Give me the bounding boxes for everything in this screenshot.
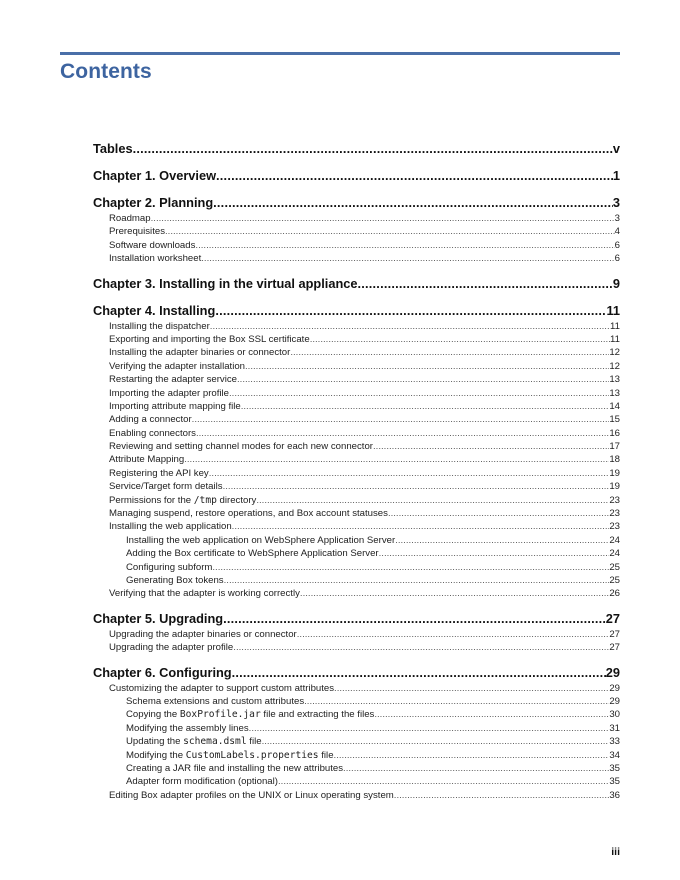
toc-section-entry[interactable] (93, 587, 620, 600)
toc-page-number: 9 (612, 275, 620, 291)
toc-section-entry[interactable] (93, 775, 620, 788)
toc-entry-title-text: file (246, 736, 262, 748)
toc-entry-title: Verifying the adapter installation (109, 360, 245, 372)
toc-entry-title: Upgrading the adapter profile (109, 642, 234, 654)
toc-section-entry[interactable] (93, 507, 620, 520)
toc-section-entry[interactable] (93, 252, 620, 265)
toc-section-entry[interactable] (93, 212, 620, 225)
dot-leader (224, 574, 610, 587)
toc-page-number: 14 (609, 400, 620, 412)
toc-chapter-entry[interactable] (93, 664, 620, 682)
toc-chapter-entry[interactable] (93, 140, 620, 158)
toc-page-number: 4 (614, 226, 620, 238)
toc-entry-title: Managing suspend, restore operations, and Box account statuses (109, 508, 388, 520)
toc-page-number: 11 (606, 302, 620, 318)
toc-page-number: 12 (609, 347, 620, 359)
dot-leader (196, 427, 609, 440)
toc-section-entry[interactable] (93, 628, 620, 641)
toc-entry-title: Chapter 3. Installing in the virtual appliance (93, 275, 358, 291)
dot-leader (256, 494, 609, 507)
toc-entry-title: Upgrading the adapter binaries or connector (109, 628, 297, 640)
dot-leader (388, 507, 609, 520)
table-of-contents (93, 140, 620, 802)
toc-entry-title: Chapter 1. Overview (93, 168, 217, 183)
dot-leader (233, 641, 609, 654)
toc-page-number: 17 (609, 441, 620, 453)
toc-entry-title-text: Modifying the (126, 749, 186, 761)
toc-entry-title-text: Updating the (126, 736, 184, 748)
toc-page-number: 19 (609, 481, 620, 493)
toc-entry-title: Software downloads (109, 239, 196, 251)
toc-entry-title: Importing the adapter profile (109, 387, 229, 399)
toc-page-number: 11 (610, 320, 620, 332)
toc-section-entry[interactable] (93, 427, 620, 440)
toc-page-number: 19 (609, 467, 620, 479)
toc-section-entry[interactable] (93, 641, 620, 654)
toc-page-number: 29 (605, 664, 620, 680)
toc-page-number: 25 (609, 574, 620, 586)
dot-leader (394, 789, 610, 802)
toc-page-number: 13 (609, 387, 620, 399)
toc-entry-title: Prerequisites (109, 226, 165, 238)
toc-section-entry[interactable] (93, 547, 620, 560)
toc-page-number: 31 (609, 722, 620, 734)
dot-leader (379, 547, 610, 560)
toc-section-entry[interactable] (93, 735, 620, 748)
dot-leader (343, 762, 609, 775)
toc-section-entry[interactable] (93, 480, 620, 493)
dot-leader (151, 212, 615, 225)
toc-entry-title (109, 494, 256, 507)
toc-entry-title: Chapter 5. Upgrading (93, 610, 224, 626)
dot-leader (215, 302, 606, 320)
toc-page-number: 27 (609, 628, 620, 640)
toc-page-number: 24 (609, 534, 620, 546)
toc-chapter-entry[interactable] (93, 167, 620, 185)
dot-leader (229, 387, 609, 400)
toc-entry-title: Adding a connector (109, 414, 192, 426)
toc-section-entry[interactable] (93, 574, 620, 587)
toc-entry-title: Restarting the adapter service (109, 374, 237, 386)
toc-section-entry[interactable] (93, 453, 620, 466)
toc-entry-title: Installing the dispatcher (109, 320, 210, 332)
toc-entry-title: Attribute Mapping (109, 454, 185, 466)
dot-leader (358, 275, 613, 293)
dot-leader (249, 722, 610, 735)
toc-entry-title-text: file and extracting the files (260, 709, 375, 721)
dot-leader (192, 413, 610, 426)
toc-section-entry[interactable] (93, 320, 620, 333)
toc-entry-title-text: Permissions for the (109, 494, 194, 506)
toc-entry-title-text: file (318, 749, 334, 761)
dot-leader (232, 520, 610, 533)
toc-page-number: 6 (614, 253, 620, 265)
toc-entry-title (126, 708, 374, 721)
toc-page-number: 29 (609, 695, 620, 707)
toc-page-number: 23 (609, 521, 620, 533)
toc-page-number: 25 (609, 561, 620, 573)
dot-leader (374, 708, 609, 721)
toc-entry-title: Roadmap (109, 213, 151, 224)
dot-leader (334, 749, 610, 762)
dot-leader (300, 587, 609, 600)
dot-leader (184, 453, 609, 466)
toc-section-entry[interactable] (93, 534, 620, 547)
dot-leader (262, 735, 610, 748)
toc-entry-code: BoxProfile.jar (179, 709, 261, 721)
toc-entry-title: Importing attribute mapping file (109, 400, 241, 412)
toc-page-number: 35 (609, 776, 620, 788)
toc-entry-title: Reviewing and setting channel modes for each new connector (109, 441, 373, 453)
toc-section-entry[interactable] (93, 467, 620, 480)
toc-page-number: 33 (609, 736, 620, 748)
toc-entry-title: Configuring subform (126, 561, 213, 573)
dot-leader (297, 628, 610, 641)
toc-page-number: 15 (609, 414, 620, 426)
dot-leader (237, 373, 609, 386)
toc-page-number: 6 (614, 239, 620, 251)
toc-entry-title: Adding the Box certificate to WebSphere Application Server (126, 548, 379, 560)
toc-section-entry[interactable] (93, 333, 620, 346)
toc-section-entry[interactable] (93, 749, 620, 762)
toc-entry-title-text: directory (216, 494, 257, 506)
toc-section-entry[interactable] (93, 373, 620, 386)
dot-leader (209, 467, 610, 480)
dot-leader (223, 610, 606, 628)
toc-page-number: 13 (609, 374, 620, 386)
toc-page-number: 23 (609, 508, 620, 520)
page-number: iii (611, 846, 620, 858)
toc-entry-title (126, 749, 334, 762)
dot-leader (373, 440, 609, 453)
toc-page-number: 3 (614, 213, 620, 224)
toc-page-number: 27 (605, 610, 620, 626)
toc-section-entry[interactable] (93, 413, 620, 426)
dot-leader (213, 194, 613, 212)
toc-page-number: 16 (609, 427, 620, 439)
toc-entry-title: Enabling connectors (109, 427, 196, 439)
toc-page-number: 29 (609, 682, 620, 694)
toc-page-number: 11 (610, 333, 620, 345)
toc-page-number: 24 (609, 548, 620, 560)
toc-entry-title: Exporting and importing the Box SSL certificate (109, 333, 310, 345)
dot-leader (290, 346, 609, 359)
toc-chapter-entry[interactable] (93, 194, 620, 212)
toc-section-entry[interactable] (93, 762, 620, 775)
toc-entry-title: Customizing the adapter to support custom attributes (109, 682, 335, 694)
toc-section-entry[interactable] (93, 561, 620, 574)
toc-page-number: v (612, 141, 620, 156)
toc-page-number: 12 (609, 360, 620, 372)
dot-leader (310, 333, 610, 346)
toc-entry-code: /tmp (193, 494, 217, 506)
toc-entry-title: Installing the web application on WebSphere Application Server (126, 534, 396, 546)
toc-entry-title: Creating a JAR file and installing the new attributes (126, 762, 344, 774)
toc-section-entry[interactable] (93, 520, 620, 533)
toc-page-number: 36 (609, 789, 620, 801)
toc-entry-title: Chapter 6. Configuring (93, 664, 232, 680)
toc-entry-title-text: Copying the (126, 709, 180, 721)
toc-entry-title: Tables (93, 141, 133, 156)
toc-section-entry[interactable] (93, 440, 620, 453)
dot-leader (278, 775, 609, 788)
toc-chapter-entry[interactable] (93, 275, 620, 293)
dot-leader (133, 140, 613, 158)
dot-leader (212, 561, 609, 574)
toc-entry-title: Installation worksheet (109, 253, 202, 265)
toc-entry-title: Installing the adapter binaries or connector (109, 347, 291, 359)
dot-leader (232, 664, 606, 682)
toc-entry-title: Adapter form modification (optional) (126, 776, 278, 788)
toc-entry-title: Schema extensions and custom attributes (126, 695, 305, 707)
toc-page-number: 30 (609, 709, 620, 721)
page-title: Contents (60, 60, 152, 83)
dot-leader (216, 167, 613, 185)
dot-leader (210, 320, 610, 333)
toc-page-number: 3 (612, 195, 620, 210)
toc-chapter-entry[interactable] (93, 610, 620, 628)
toc-page-number: 34 (609, 749, 620, 761)
toc-section-entry[interactable] (93, 225, 620, 238)
dot-leader (395, 534, 609, 547)
toc-section-entry[interactable] (93, 239, 620, 252)
toc-entry-title: Modifying the assembly lines (126, 722, 249, 734)
dot-leader (241, 400, 610, 413)
dot-leader (165, 225, 615, 238)
toc-section-entry[interactable] (93, 722, 620, 735)
toc-entry-code: CustomLabels.properties (185, 749, 319, 761)
dot-leader (195, 239, 614, 252)
toc-page-number: 18 (609, 454, 620, 466)
toc-page-number: 23 (609, 494, 620, 506)
toc-entry-title: Verifying that the adapter is working correctly (109, 588, 300, 600)
dot-leader (304, 695, 609, 708)
toc-section-entry[interactable] (93, 695, 620, 708)
toc-section-entry[interactable] (93, 789, 620, 802)
toc-entry-code: schema.dsml (183, 736, 247, 748)
toc-section-entry[interactable] (93, 346, 620, 359)
toc-page-number: 27 (609, 642, 620, 654)
toc-entry-title: Installing the web application (109, 521, 232, 533)
toc-section-entry[interactable] (93, 682, 620, 695)
dot-leader (223, 480, 610, 493)
toc-entry-title: Generating Box tokens (126, 574, 224, 586)
dot-leader (334, 682, 609, 695)
toc-section-entry[interactable] (93, 494, 620, 507)
toc-section-entry[interactable] (93, 400, 620, 413)
toc-page-number: 26 (609, 588, 620, 600)
toc-chapter-entry[interactable] (93, 302, 620, 320)
toc-section-entry[interactable] (93, 708, 620, 721)
dot-leader (245, 360, 609, 373)
dot-leader (201, 252, 614, 265)
toc-entry-title: Editing Box adapter profiles on the UNIX or Linux operating system (109, 789, 394, 801)
toc-entry-title: Service/Target form details (109, 481, 223, 493)
toc-page-number: 35 (609, 762, 620, 774)
toc-entry-title (126, 735, 262, 748)
toc-entry-title: Chapter 2. Planning (93, 195, 214, 210)
toc-section-entry[interactable] (93, 387, 620, 400)
toc-section-entry[interactable] (93, 360, 620, 373)
toc-entry-title: Registering the API key (109, 467, 209, 479)
header-rule (60, 52, 620, 55)
toc-page-number: 1 (612, 168, 620, 183)
toc-entry-title: Chapter 4. Installing (93, 302, 216, 318)
